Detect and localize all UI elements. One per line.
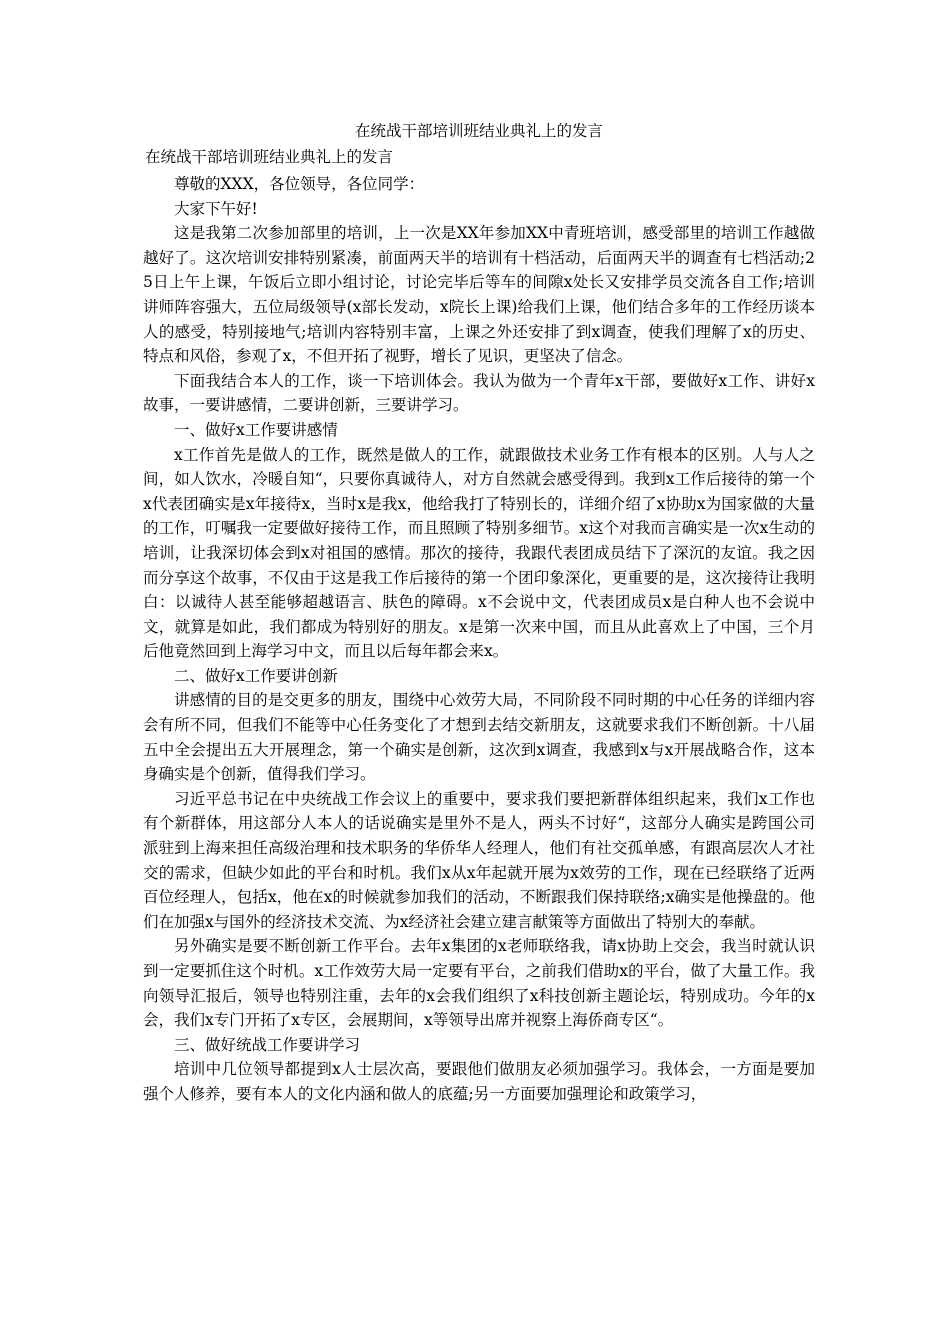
paragraph-1: 这是我第二次参加部里的培训，上一次是XX年参加XX中青班培训，感受部里的培训工作越做越好了。这次培训安排特别紧凑，前面两天半的培训有十档活动，后面两天半的调查有七档活动;25日上午上课，午饭后立即小组讨论，讨论完毕后等车的间隙x处长又安排学员交流各自工作;培训讲师阵容强大，五位局级领导(x部长发动，x院长上课)给我们上课，他们结合多年的工作经历谈本人的感受，特别接地气;培训内容特别丰富，上课之外还安排了到x调查，使我们理解了x的历史、特点和风俗，参观了x，不但开拓了视野，增长了见识，更坚决了信念。	[143, 224, 815, 366]
paragraph-4: 讲感情的目的是交更多的朋友，围绕中心效劳大局，不同阶段不同时期的中心任务的详细内容会有所不同，但我们不能等中心任务变化了才想到去结交新朋友，这就要求我们不断创新。十八届五中全会提出五大开展理念，第一个确实是创新，这次到x调查，我感到x与x开展战略合作，这本身确实是个创新，值得我们学习。	[143, 691, 815, 784]
greeting: 大家下午好!	[174, 199, 258, 218]
document-title: 在统战干部培训班结业典礼上的发言	[354, 122, 603, 140]
document-subtitle: 在统战干部培训班结业典礼上的发言	[145, 148, 394, 166]
paragraph-2: 下面我结合本人的工作，谈一下培训体会。我认为做为一个青年x干部，要做好x工作、讲好x故事，一要讲感情，二要讲创新，三要讲学习。	[143, 371, 815, 415]
paragraph-6: 另外确实是要不断创新工作平台。去年x集团的x老师联络我，请x协助上交会，我当时就认识到一定要抓住这个时机。x工作效劳大局一定要有平台，之前我们借助x的平台，做了大量工作。我向领导汇报后，领导也特别注重，去年的x会我们组织了x科技创新主题论坛，特别成功。今年的x会，我们x专门开拓了x专区，会展期间，x等领导出席并视察上海侨商专区“。	[143, 937, 815, 1030]
paragraph-3: x工作首先是做人的工作，既然是做人的工作，就跟做技术业务工作有根本的区别。人与人之间，如人饮水，冷暖自知“，只要你真诚待人，对方自然就会感受得到。我到x工作后接待的第一个x代表团确实是x年接待x，当时x是我x，他给我打了特别长的，详细介绍了x协助x为国家做的大量的工作，叮嘱我一定要做好接待工作，而且照顾了特别多细节。x这个对我而言确实是一次x生动的培训，让我深切体会到x对祖国的感情。那次的接待，我跟代表团成员结下了深沉的友谊。我之因而分享这个故事，不仅由于这是我工作后接待的第一个团印象深化，更重要的是，这次接待让我明白：以诚待人甚至能够超越语言、肤色的障碍。x不会说中文，代表团成员x是白种人也不会说中文，就算是如此，我们都成为特别好的朋友。x是第一次来中国，而且从此喜欢上了中国，三个月后他竟然回到上海学习中文，而且以后每年都会来x。	[143, 445, 815, 661]
section-heading-1: 一、做好x工作要讲感情	[174, 420, 338, 439]
paragraph-7: 培训中几位领导都提到x人士层次高，要跟他们做朋友必须加强学习。我体会，一方面是要加强个人修养，要有本人的文化内涵和做人的底蕴;另一方面要加强理论和政策学习，	[143, 1060, 815, 1103]
section-heading-3: 三、做好统战工作要讲学习	[174, 1035, 361, 1054]
document-page	[143, 120, 815, 1107]
salutation: 尊敬的XXX，各位领导，各位同学：	[174, 175, 425, 193]
section-heading-2: 二、做好x工作要讲创新	[174, 666, 338, 685]
paragraph-5: 习近平总书记在中央统战工作会议上的重要中，要求我们要把新群体组织起来，我们x工作也有个新群体，用这部分人本人的话说确实是里外不是人，两头不讨好“，这部分人确实是跨国公司派驻到上海来担任高级治理和技术职务的华侨华人经理人，他们有社交孤单感，有跟高层次人才社交的需求，但缺少如此的平台和时机。我们x从x年起就开展为x效劳的工作，现在已经联络了近两百位经理人，包括x，他在x的时候就参加我们的活动，不断跟我们保持联络;x确实是他操盘的。他们在加强x与国外的经济技术交流、为x经济社会建立建言献策等方面做出了特别大的奉献。	[143, 789, 815, 931]
